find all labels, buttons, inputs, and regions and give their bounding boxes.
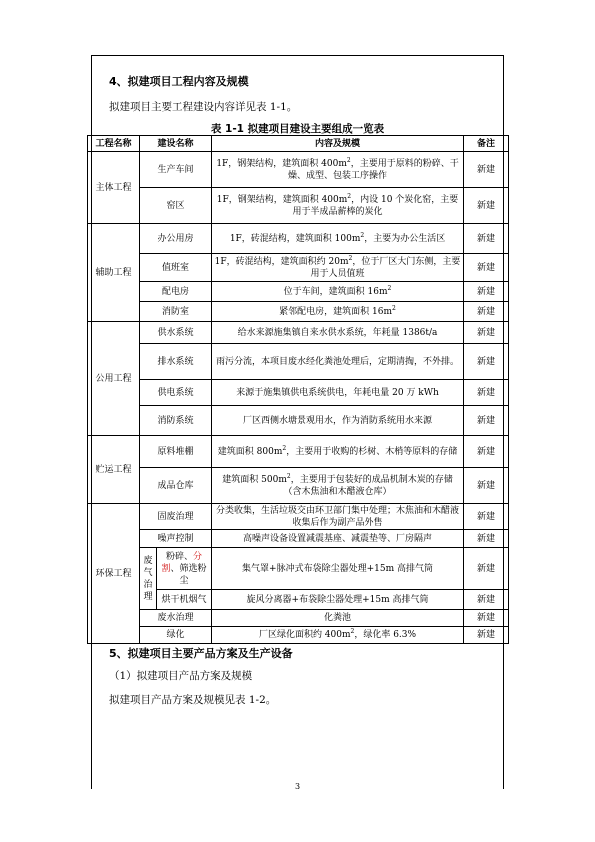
- table-row: [88, 322, 509, 344]
- header-content: 内容及规模: [212, 136, 464, 152]
- group-main: 主体工程: [88, 152, 140, 224]
- row-note: 新建: [464, 610, 509, 627]
- header-name: 建设名称: [140, 136, 212, 152]
- table-header-row: [88, 136, 509, 152]
- row-name: 供电系统: [140, 380, 212, 406]
- section5-subheading: （1）拟建项目产品方案及规模: [109, 670, 253, 682]
- section4-heading: 4、拟建项目工程内容及规模: [109, 75, 249, 88]
- row-name: 生产车间: [140, 152, 212, 188]
- row-note: 新建: [464, 627, 509, 644]
- row-note: 新建: [464, 436, 509, 468]
- row-name: 固废治理: [140, 504, 212, 530]
- row-note: 新建: [464, 344, 509, 380]
- table-row: [88, 224, 509, 254]
- header-note: 备注: [464, 136, 509, 152]
- table-row: [88, 344, 509, 380]
- row-name: 办公用房: [140, 224, 212, 254]
- row-name: 配电房: [140, 282, 212, 302]
- row-content: 1F，钢架结构，建筑面积 $400m^2$，内设 10 个炭化窑，主要用于半成品薪棒的炭化: [212, 188, 464, 224]
- row-content: 高噪声设备设置减震基座、减震垫等、厂房隔声: [212, 530, 464, 548]
- table-row: [88, 380, 509, 406]
- row-name: 废水治理: [140, 610, 212, 627]
- row-note: 新建: [464, 152, 509, 188]
- section4-intro: 拟建项目主要工程建设内容详见表 1-1。: [109, 101, 298, 113]
- row-note: 新建: [464, 302, 509, 322]
- row-note: 新建: [464, 504, 509, 530]
- row-name: 消防室: [140, 302, 212, 322]
- row-name: 烘干机烟气: [157, 590, 212, 610]
- row-note: 新建: [464, 590, 509, 610]
- row-note: 新建: [464, 322, 509, 344]
- row-name: 值班室: [140, 254, 212, 282]
- row-note: 新建: [464, 188, 509, 224]
- row-content: 1F，砖混结构，建筑面积约 $20m^2$，位于厂区大门东侧，主要用于人员值班: [212, 254, 464, 282]
- row-name: 成品仓库: [140, 468, 212, 504]
- group-env: 环保工程: [88, 504, 140, 644]
- row-content: 紧邻配电房，建筑面积 $16m^2$: [212, 302, 464, 322]
- row-content: 1F，钢架结构，建筑面积 $400m^2$，主要用于原料的粉碎、干燥、成型、包装工序操作: [212, 152, 464, 188]
- table-row: [88, 406, 509, 436]
- table-row: [88, 282, 509, 302]
- row-name: 绿化: [140, 627, 212, 644]
- section5-heading: 5、拟建项目主要产品方案及生产设备: [109, 647, 293, 660]
- row-note: 新建: [464, 530, 509, 548]
- table-row: [88, 548, 509, 590]
- row-content: 建筑面积 $800m^2$，主要用于收购的杉树、木梢等原料的存储: [212, 436, 464, 468]
- row-content: 位于车间，建筑面积 $16m^2$: [212, 282, 464, 302]
- table-row: [88, 627, 509, 644]
- row-content: 厂区绿化面积约 $400m^2$，绿化率 6.3%: [212, 627, 464, 644]
- row-note: 新建: [464, 282, 509, 302]
- table-row: [88, 504, 509, 530]
- table-row: [88, 610, 509, 627]
- row-name: 粉碎、分割、筛选粉尘: [157, 548, 212, 590]
- row-content: 来源于施集镇供电系统供电，年耗电量 20 万 kWh: [212, 380, 464, 406]
- row-note: 新建: [464, 224, 509, 254]
- row-content: 旋风分离器+布袋除尘器处理+15m 高排气筒: [212, 590, 464, 610]
- row-content: 化粪池: [212, 610, 464, 627]
- row-note: 新建: [464, 548, 509, 590]
- row-name: 原料堆棚: [140, 436, 212, 468]
- header-project: 工程名称: [88, 136, 140, 152]
- page-number: 3: [294, 782, 301, 791]
- group-storage: 贮运工程: [88, 436, 140, 504]
- group-public: 公用工程: [88, 322, 140, 436]
- table-row: [88, 152, 509, 188]
- row-content: 1F，砖混结构，建筑面积 $100m^2$，主要为办公生活区: [212, 224, 464, 254]
- table-row: [88, 302, 509, 322]
- row-name: 噪声控制: [140, 530, 212, 548]
- table-row: [88, 436, 509, 468]
- row-content: 分类收集，生活垃圾交由环卫部门集中处理；木焦油和木醋液收集后作为副产品外售: [212, 504, 464, 530]
- row-note: 新建: [464, 468, 509, 504]
- row-name: 排水系统: [140, 344, 212, 380]
- group-aux: 辅助工程: [88, 224, 140, 322]
- row-name: 窑区: [140, 188, 212, 224]
- row-content: 集气罩+脉冲式布袋除尘器处理+15m 高排气筒: [212, 548, 464, 590]
- table-caption: 表 1-1 拟建项目建设主要组成一览表: [210, 123, 385, 135]
- section5-intro: 拟建项目产品方案及规模见表 1-2。: [109, 694, 277, 706]
- row-content: 厂区西侧水塘景观用水，作为消防系统用水来源: [212, 406, 464, 436]
- table-row: [88, 530, 509, 548]
- table-row: [88, 468, 509, 504]
- table-row: [88, 254, 509, 282]
- row-content: 雨污分流，本项目废水经化粪池处理后，定期清掏，不外排。: [212, 344, 464, 380]
- row-note: 新建: [464, 380, 509, 406]
- row-content: 给水来源施集镇自来水供水系统，年耗量 1386t/a: [212, 322, 464, 344]
- table-row: [88, 188, 509, 224]
- row-name: 供水系统: [140, 322, 212, 344]
- construction-table: [87, 135, 509, 644]
- row-note: 新建: [464, 406, 509, 436]
- sub-exhaust: 废气治理: [140, 548, 157, 610]
- row-note: 新建: [464, 254, 509, 282]
- row-name: 消防系统: [140, 406, 212, 436]
- row-content: 建筑面积 $500m^2$，主要用于包装好的成品机制木炭的存储（含木焦油和木醋液仓库）: [212, 468, 464, 504]
